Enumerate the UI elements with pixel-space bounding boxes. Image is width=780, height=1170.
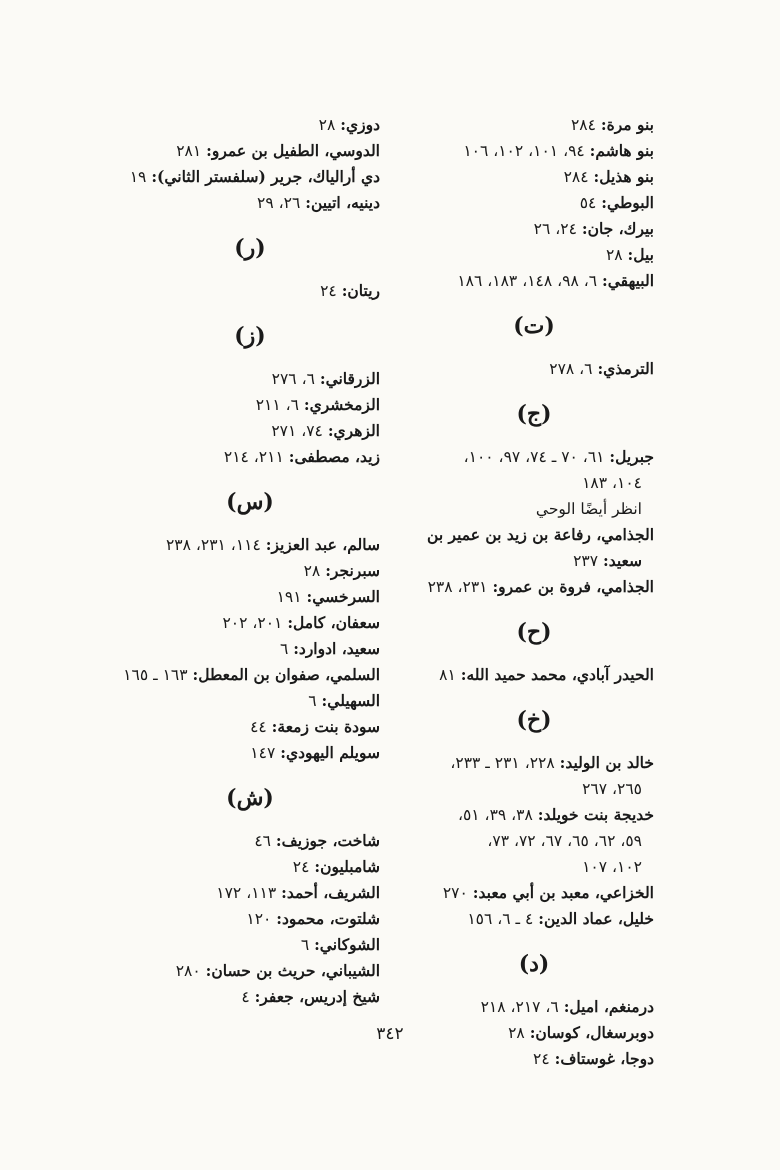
index-entry [120, 906, 380, 932]
index-entry-name: البيهقي: [601, 271, 654, 290]
index-entry-pages: ٢٨٠ [175, 962, 201, 980]
index-entry-pages: ١٦٣ ـ ١٦٥ [123, 666, 188, 684]
page-number: ٣٤٢ [376, 1024, 404, 1044]
index-entry [414, 444, 654, 470]
index-entry [414, 190, 654, 216]
index-entry-pages: ٦، ٩٨، ١٤٨، ١٨٣، ١٨٦ [457, 272, 598, 290]
index-entry [414, 906, 654, 932]
index-entry-name: الشريف، أحمد: [281, 883, 380, 902]
index-entry-pages: ١٤٧ [250, 744, 276, 762]
index-entry-name: دوبرسغال، كوسان: [529, 1023, 654, 1042]
index-entry-pages: ٦ [279, 640, 289, 658]
index-entry-name: سعيد: [603, 551, 642, 570]
index-entry-pages: ١١٣، ١٧٢ [216, 884, 277, 902]
index-entry-name: بيل: [627, 245, 654, 264]
index-entry-name: السلمي، صفوان بن المعطل: [192, 665, 380, 684]
index-entry-pages: ١٢٠ [246, 910, 272, 928]
index-entry [120, 854, 380, 880]
index-entry [414, 522, 654, 548]
index-entry-name: الزمخشري: [303, 395, 380, 414]
index-entry-name: سعيد، ادوارد: [293, 639, 380, 658]
section-letter-heading: (ز) [234, 323, 266, 349]
section-letter-heading: (ر) [234, 235, 266, 261]
index-entry-name: البوطي: [601, 193, 654, 212]
index-entry-pages: ٢٨٤ [563, 168, 589, 186]
index-entry-name: بنو هذيل: [593, 167, 654, 186]
index-entry-pages: ٢٤ [320, 282, 337, 300]
index-entry-name: خالد بن الوليد: [559, 753, 654, 772]
index-entry-pages: ٢٨١ [176, 142, 202, 160]
index-entry [414, 994, 654, 1020]
index-entry [414, 574, 654, 600]
index-entry-pages: ١٠٤، ١٨٣ [582, 474, 642, 492]
index-entry-pages: ٢٤ [292, 858, 310, 876]
index-entry [414, 1046, 654, 1072]
index-entry-name: الدوسي، الطفيل بن عمرو: [206, 141, 380, 160]
index-entry-name: الجذامي، فروة بن عمرو: [492, 577, 654, 596]
index-entry-name: الزهري: [327, 421, 380, 440]
index-entry-pages: ٦، ٢١١ [255, 396, 299, 414]
index-entry [414, 802, 654, 828]
section-letter-heading: (ح) [516, 619, 552, 645]
index-entry [120, 688, 380, 714]
section-letter-heading: (خ) [516, 707, 552, 733]
index-entry [120, 532, 380, 558]
index-entry-name: السهيلي: [321, 691, 380, 710]
index-entry-name: سودة بنت زمعة: [271, 717, 380, 736]
index-entry [120, 418, 380, 444]
index-entry-name: الزرقاني: [319, 369, 380, 388]
index-entry-pages: ٦، ٢٧٦ [271, 370, 315, 388]
index-entry [120, 278, 380, 304]
index-entry-name: الشوكاني: [314, 935, 380, 954]
index-entry-name: الخزاعي، معبد بن أبي معبد: [472, 883, 654, 902]
index-entry-continuation [414, 496, 654, 522]
index-entry [120, 112, 380, 138]
index-entry-name: شيخ إدريس، جعفر: [254, 987, 380, 1006]
index-entry [120, 984, 380, 1010]
index-entry-name: بنو مرة: [600, 115, 654, 134]
index-column-right [414, 112, 654, 1072]
index-entry-name: سالم، عبد العزيز: [265, 535, 380, 554]
index-entry-name: شاخت، جوزيف: [275, 831, 380, 850]
index-entry-name: شامبليون: [314, 857, 380, 876]
index-entry-name: الشيباني، حريث بن حسان: [205, 961, 380, 980]
index-entry-name: بنو هاشم: [589, 141, 654, 160]
index-entry-pages: ٢٢٨، ٢٣١ ـ ٢٣٣، [450, 754, 555, 772]
index-entry-continuation [414, 776, 654, 802]
index-entry [120, 636, 380, 662]
index-entry-pages: ٤ [241, 988, 250, 1006]
index-entry-name: دي أرالياك، جرير (سلفستر الثاني): [151, 167, 380, 186]
index-entry-name: سويلم اليهودي: [280, 743, 380, 762]
index-entry [120, 164, 380, 190]
section-letter-heading: (د) [518, 951, 550, 977]
index-entry-name: الترمذي: [597, 359, 654, 378]
index-entry [120, 932, 380, 958]
index-entry-continuation [414, 828, 654, 854]
index-entry-name: شلتوت، محمود: [276, 909, 380, 928]
section-letter-heading: (ت) [513, 313, 555, 339]
index-entry-pages: ٢١١، ٢١٤ [223, 448, 284, 466]
index-entry-pages: ٩٤، ١٠١، ١٠٢، ١٠٦ [463, 142, 585, 160]
index-entry-name: جبريل: [609, 447, 654, 466]
index-entry-name: الجذامي، رفاعة بن زيد بن عمير بن [427, 525, 654, 544]
section-letter-heading: (ش) [226, 785, 274, 811]
index-entry [414, 356, 654, 382]
index-entry-pages: ٢٨ [318, 116, 336, 134]
index-entry-name: دينيه، اتيين: [305, 193, 380, 212]
index-entry-pages: ٢٤ [533, 1050, 550, 1068]
index-entry-pages: ١٠٢، ١٠٧ [582, 858, 642, 876]
index-entry-name: ريتان: [341, 281, 380, 300]
index-entry-pages: ٤٦ [254, 832, 271, 850]
index-entry-continuation [414, 854, 654, 880]
index-entry-continuation [414, 470, 654, 496]
index-entry-name: درمنغم، اميل: [563, 997, 654, 1016]
index-entry-pages: انظر أيضًا الوحي [535, 500, 642, 518]
index-entry [414, 242, 654, 268]
index-entry-pages: ٢٤، ٢٦ [533, 220, 577, 238]
index-entry [414, 164, 654, 190]
index-entry [120, 392, 380, 418]
index-entry [414, 268, 654, 294]
index-entry-name: سعفان، كامل: [287, 613, 380, 632]
index-entry [414, 750, 654, 776]
index-entry [120, 880, 380, 906]
index-entry [414, 880, 654, 906]
index-entry [120, 444, 380, 470]
index-entry-pages: ٢٨ [303, 562, 321, 580]
index-entry-pages: ٧٤، ٢٧١ [271, 422, 323, 440]
index-entry-pages: ٦ [308, 692, 317, 710]
index-column-left [120, 112, 380, 1010]
index-entry-pages: ٦١، ٧٠ ـ ٧٤، ٩٧، ١٠٠، [463, 448, 605, 466]
index-entry [414, 138, 654, 164]
index-entry-pages: ٦، ٢١٧، ٢١٨ [480, 998, 559, 1016]
index-entry [120, 190, 380, 216]
index-entry-pages: ٢٦، ٢٩ [257, 194, 301, 212]
index-entry-pages: ٢٦٥، ٢٦٧ [582, 780, 642, 798]
index-entry-name: السرخسي: [306, 587, 380, 606]
index-entry [120, 610, 380, 636]
index-entry-name: سبرنجر: [325, 561, 380, 580]
section-letter-heading: (ج) [516, 401, 552, 427]
index-entry-pages: ٢٨٤ [570, 116, 596, 134]
index-entry [414, 662, 654, 688]
index-entry [414, 112, 654, 138]
index-entry-pages: ١٩ [129, 168, 147, 186]
index-entry-name: زيد، مصطفى: [288, 447, 380, 466]
index-entry [120, 138, 380, 164]
index-entry-pages: ٨١ [439, 666, 456, 684]
index-entry-pages: ٢٣١، ٢٣٨ [427, 578, 488, 596]
index-entry [414, 216, 654, 242]
index-entry [120, 740, 380, 766]
index-entry [120, 958, 380, 984]
section-letter-heading: (س) [226, 489, 274, 515]
index-entry-pages: ٢٨ [508, 1024, 525, 1042]
index-entry-pages: ٣٨، ٣٩، ٥١، [457, 806, 533, 824]
index-entry [120, 662, 380, 688]
index-entry-name: خليل، عماد الدين: [538, 909, 654, 928]
index-entry-pages: ٢٨ [605, 246, 623, 264]
index-entry-pages: ٢٠١، ٢٠٢ [222, 614, 283, 632]
index-entry [120, 828, 380, 854]
index-entry-pages: ١١٤، ٢٣١، ٢٣٨ [165, 536, 261, 554]
index-entry-pages: ٤ ـ ٦، ١٥٦ [467, 910, 534, 928]
index-entry-pages: ١٩١ [276, 588, 302, 606]
index-entry-pages: ٦ [300, 936, 310, 954]
index-entry-name: خديجة بنت خويلد: [537, 805, 654, 824]
index-entry [120, 558, 380, 584]
index-entry-pages: ٦، ٢٧٨ [549, 360, 593, 378]
index-entry [120, 714, 380, 740]
index-entry [120, 584, 380, 610]
index-entry-pages: ٥٤ [579, 194, 597, 212]
index-entry-name: دوجا، غوستاف: [554, 1049, 654, 1068]
index-entry-pages: ٢٣٧ [573, 552, 599, 570]
index-entry-name: بيرك، جان: [581, 219, 654, 238]
index-entry-continuation [414, 548, 654, 574]
index-entry-pages: ٥٩، ٦٢، ٦٥، ٦٧، ٧٢، ٧٣، [487, 832, 642, 850]
index-entry [120, 366, 380, 392]
index-entry-name: دوزي: [340, 115, 380, 134]
index-entry-name: الحيدر آبادي، محمد حميد الله: [460, 665, 654, 684]
index-entry-pages: ٢٧٠ [442, 884, 468, 902]
index-entry-pages: ٤٤ [250, 718, 267, 736]
